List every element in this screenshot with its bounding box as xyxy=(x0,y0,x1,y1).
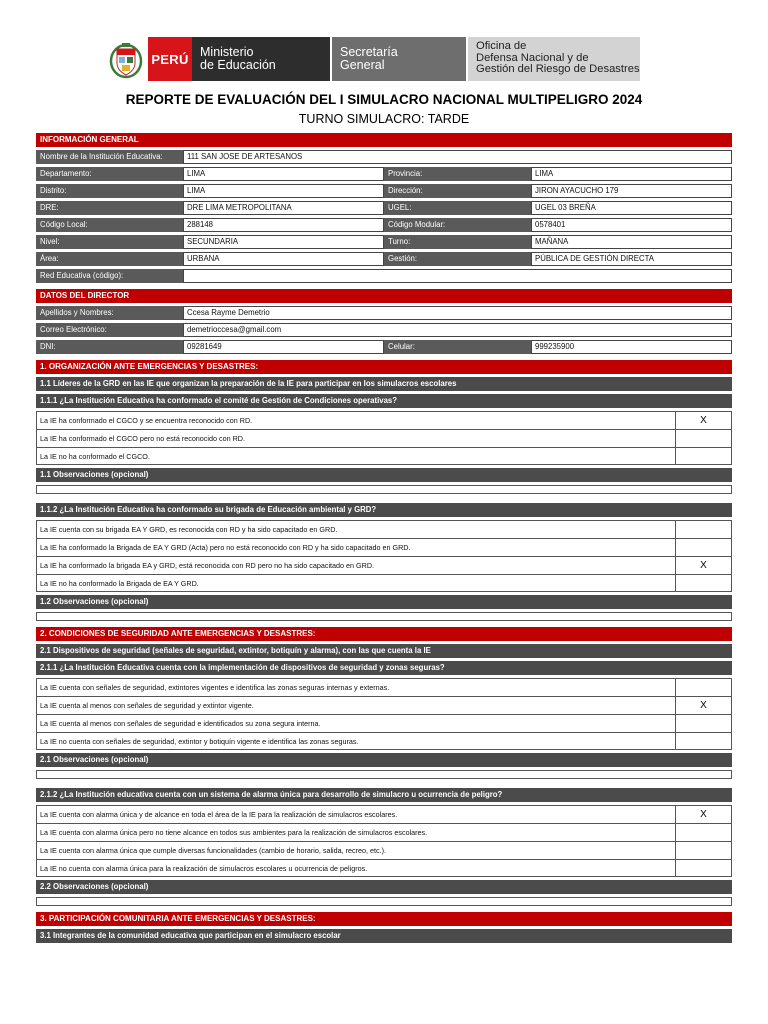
section-heading-general: INFORMACIÓN GENERAL xyxy=(36,133,732,147)
option-text: La IE cuenta con alarma única pero no tiene alcance en todos sus ambientes para la realización de simulacros escolares. xyxy=(40,828,428,837)
option-mark-cell[interactable] xyxy=(675,679,731,696)
option-row[interactable] xyxy=(36,678,732,696)
field-row-director-name xyxy=(36,306,732,320)
observations-field[interactable] xyxy=(36,770,732,779)
field-value[interactable]: 288148 xyxy=(183,218,384,232)
option-mark-cell[interactable] xyxy=(675,430,731,447)
field-label: Código Local: xyxy=(36,218,183,232)
field-label: DNI: xyxy=(36,340,183,354)
option-mark-cell[interactable] xyxy=(675,824,731,841)
option-mark-cell[interactable] xyxy=(675,733,731,749)
field-value[interactable]: JIRON AYACUCHO 179 xyxy=(531,184,732,198)
field-value-ie-name[interactable]: 111 SAN JOSE DE ARTESANOS xyxy=(183,150,732,164)
field-row-dni xyxy=(36,340,732,354)
observations-field[interactable] xyxy=(36,897,732,906)
option-text: La IE cuenta con señales de seguridad, extintores vigentes e identifica las zonas seguras internas y externas. xyxy=(40,683,390,692)
section-heading-2: 2. CONDICIONES DE SEGURIDAD ANTE EMERGENCIAS Y DESASTRES: xyxy=(36,627,732,641)
option-mark-cell[interactable] xyxy=(675,539,731,556)
field-value[interactable]: PÚBLICA DE GESTIÓN DIRECTA xyxy=(531,252,732,266)
option-row[interactable] xyxy=(36,538,732,556)
option-row[interactable] xyxy=(36,805,732,823)
field-value[interactable]: LIMA xyxy=(531,167,732,181)
option-row[interactable] xyxy=(36,429,732,447)
field-row-email xyxy=(36,323,732,337)
field-label: Dirección: xyxy=(384,184,531,198)
observations-field[interactable] xyxy=(36,612,732,621)
option-text: La IE ha conformado el CGCO pero no está reconocido con RD. xyxy=(40,434,245,443)
observations-field[interactable] xyxy=(36,485,732,494)
option-mark-cell[interactable] xyxy=(675,715,731,732)
oficina-logo: Oficina de Defensa Nacional y de Gestión del Riesgo de Desastres xyxy=(466,37,640,81)
field-value[interactable]: LIMA xyxy=(183,184,384,198)
field-row-red-educativa xyxy=(36,269,732,283)
peru-logo: PERÚ xyxy=(148,37,192,81)
option-row[interactable] xyxy=(36,841,732,859)
field-label: Departamento: xyxy=(36,167,183,181)
observations-heading: 1.1 Observaciones (opcional) xyxy=(36,468,732,482)
observations-heading: 2.2 Observaciones (opcional) xyxy=(36,880,732,894)
option-text: La IE no cuenta con señales de seguridad, extintor y botiquín vigente e identifica las zonas seguras. xyxy=(40,737,359,746)
question-heading: 1.1.2 ¿La Institución Educativa ha conformado su brigada de Educación ambiental y GRD? xyxy=(36,503,732,517)
field-row xyxy=(36,218,732,232)
option-text: La IE cuenta con alarma única y de alcance en toda el área de la IE para la realización de simulacros escolares. xyxy=(40,810,398,819)
option-row[interactable] xyxy=(36,411,732,429)
field-value-celular[interactable]: 999235900 xyxy=(531,340,732,354)
field-label: UGEL: xyxy=(384,201,531,215)
option-row[interactable] xyxy=(36,556,732,574)
subsection-heading: 1.1 Líderes de la GRD en las IE que organizan la preparación de la IE para participar en los simulacros escolares xyxy=(36,377,732,391)
subsection-heading: 3.1 Integrantes de la comunidad educativa que participan en el simulacro escolar xyxy=(36,929,732,943)
field-label: Red Educativa (código): xyxy=(36,269,183,283)
field-value-email[interactable]: demetrioccesa@gmail.com xyxy=(183,323,732,337)
option-mark-cell[interactable]: X xyxy=(675,557,731,574)
coat-of-arms-icon xyxy=(104,37,148,81)
question-heading: 2.1.1 ¿La Institución Educativa cuenta con la implementación de dispositivos de seguridad y zonas seguras? xyxy=(36,661,732,675)
field-label: Provincia: xyxy=(384,167,531,181)
evaluation-form xyxy=(36,133,732,943)
option-mark-cell[interactable]: X xyxy=(675,412,731,429)
option-row[interactable] xyxy=(36,447,732,465)
subsection-heading: 2.1 Dispositivos de seguridad (señales de seguridad, extintor, botiquín y alarma), con las que cuenta la IE xyxy=(36,644,732,658)
field-label: Correo Electrónico: xyxy=(36,323,183,337)
field-label: Nombre de la Institución Educativa: xyxy=(36,150,183,164)
observations-heading: 2.1 Observaciones (opcional) xyxy=(36,753,732,767)
field-label: Turno: xyxy=(384,235,531,249)
option-row[interactable] xyxy=(36,859,732,877)
field-value[interactable]: MAÑANA xyxy=(531,235,732,249)
field-value[interactable]: UGEL 03 BREÑA xyxy=(531,201,732,215)
field-value[interactable]: SECUNDARIA xyxy=(183,235,384,249)
field-label: Código Modular: xyxy=(384,218,531,232)
report-title: REPORTE DE EVALUACIÓN DEL I SIMULACRO NACIONAL MULTIPELIGRO 2024 xyxy=(125,92,643,107)
option-row[interactable] xyxy=(36,574,732,592)
option-text: La IE cuenta al menos con señales de seguridad y extintor vigente. xyxy=(40,701,254,710)
report-subtitle: TURNO SIMULACRO: TARDE xyxy=(298,112,470,126)
field-label: Gestión: xyxy=(384,252,531,266)
option-row[interactable] xyxy=(36,696,732,714)
option-text: La IE no cuenta con alarma única para la realización de simulacros escolares u ocurrencia de peligros. xyxy=(40,864,368,873)
field-value-red-educativa[interactable] xyxy=(183,269,732,283)
field-value-director-name[interactable]: Ccesa Rayme Demetrio xyxy=(183,306,732,320)
option-row[interactable] xyxy=(36,823,732,841)
option-text: La IE cuenta al menos con señales de seguridad e identificados su zona segura interna. xyxy=(40,719,321,728)
option-mark-cell[interactable] xyxy=(675,521,731,538)
observations-heading: 1.2 Observaciones (opcional) xyxy=(36,595,732,609)
option-row[interactable] xyxy=(36,714,732,732)
option-row[interactable] xyxy=(36,520,732,538)
secretaria-logo: Secretaría General xyxy=(330,37,466,81)
option-mark-cell[interactable] xyxy=(675,448,731,464)
field-label: Apellidos y Nombres: xyxy=(36,306,183,320)
ministerio-logo: Ministerio de Educación xyxy=(192,37,330,81)
option-text: La IE cuenta con su brigada EA Y GRD, es reconocida con RD y ha sido capacitado en GRD. xyxy=(40,525,338,534)
option-text: La IE ha conformado la brigada EA y GRD, está reconocida con RD pero no ha sido capacitado en GRD. xyxy=(40,561,375,570)
section-heading-3: 3. PARTICIPACIÓN COMUNITARIA ANTE EMERGENCIAS Y DESASTRES: xyxy=(36,912,732,926)
option-mark-cell[interactable]: X xyxy=(675,806,731,823)
field-label: Área: xyxy=(36,252,183,266)
option-text: La IE no ha conformado el CGCO. xyxy=(40,452,150,461)
option-text: La IE cuenta con alarma única que cumple diversas funcionalidades (cambio de horario, salida, recreo, etc.). xyxy=(40,846,386,855)
field-row xyxy=(36,201,732,215)
option-mark-cell[interactable] xyxy=(675,860,731,876)
field-row xyxy=(36,252,732,266)
field-value-dni[interactable]: 09281649 xyxy=(183,340,384,354)
section-heading-1: 1. ORGANIZACIÓN ANTE EMERGENCIAS Y DESASTRES: xyxy=(36,360,732,374)
field-value[interactable]: URBANA xyxy=(183,252,384,266)
field-label: DRE: xyxy=(36,201,183,215)
institution-logo-band xyxy=(104,37,640,81)
option-row[interactable] xyxy=(36,732,732,750)
option-text: La IE ha conformado la Brigada de EA Y GRD (Acta) pero no está reconocido con RD y ha sido capacitado en GRD. xyxy=(40,543,411,552)
option-mark-cell[interactable]: X xyxy=(675,697,731,714)
option-mark-cell[interactable] xyxy=(675,842,731,859)
option-text: La IE no ha conformado la Brigada de EA Y GRD. xyxy=(40,579,199,588)
field-value[interactable]: 0578401 xyxy=(531,218,732,232)
field-row xyxy=(36,167,732,181)
option-mark-cell[interactable] xyxy=(675,575,731,591)
field-row xyxy=(36,235,732,249)
option-text: La IE ha conformado el CGCO y se encuentra reconocido con RD. xyxy=(40,416,253,425)
question-heading: 2.1.2 ¿La Institución educativa cuenta con un sistema de alarma única para desarrollo de simulacro u ocurrencia de peligro? xyxy=(36,788,732,802)
field-label: Nivel: xyxy=(36,235,183,249)
field-row-ie-name xyxy=(36,150,732,164)
field-row xyxy=(36,184,732,198)
question-heading: 1.1.1 ¿La Institución Educativa ha conformado el comité de Gestión de Condiciones operativas? xyxy=(36,394,732,408)
section-heading-director: DATOS DEL DIRECTOR xyxy=(36,289,732,303)
field-value[interactable]: LIMA xyxy=(183,167,384,181)
field-label: Celular: xyxy=(384,340,531,354)
field-value[interactable]: DRE LIMA METROPOLITANA xyxy=(183,201,384,215)
field-label: Distrito: xyxy=(36,184,183,198)
